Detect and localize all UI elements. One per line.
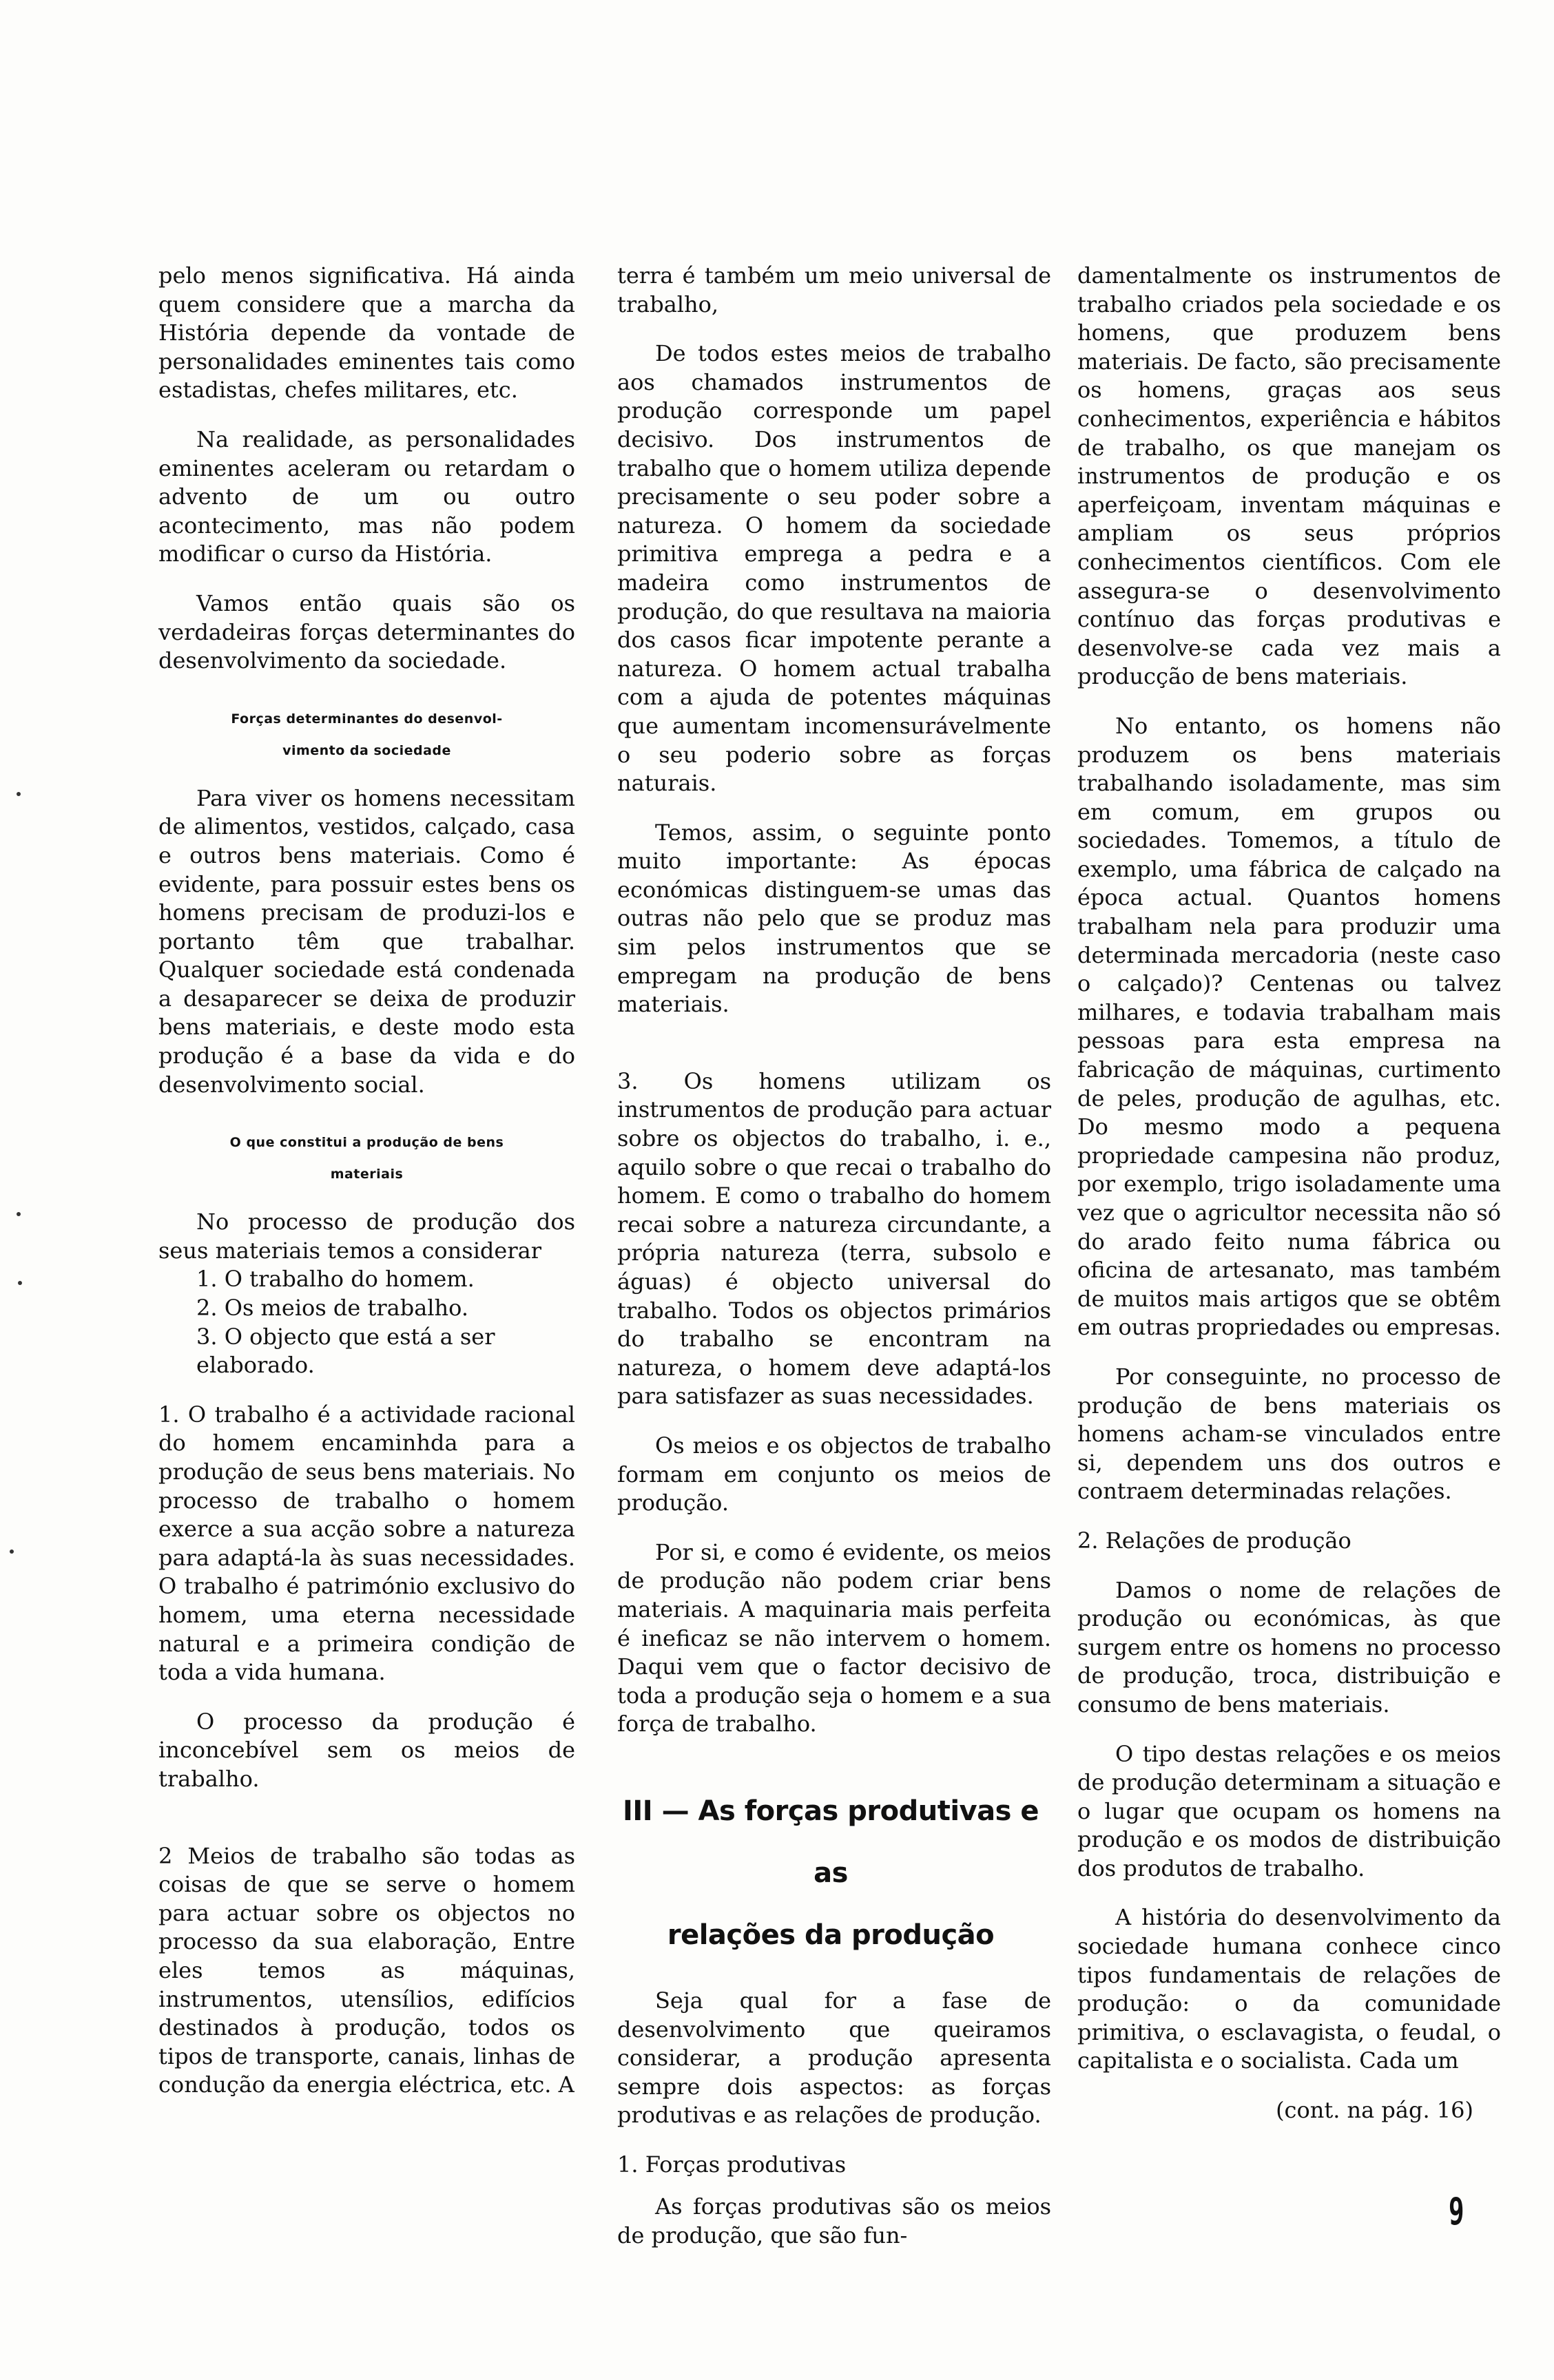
paragraph: Para viver os homens necessitam de alimentos, vestidos, calçado, casa e outros bens materiais. Como é evidente, para possuir estes bens os homens precisam de produzi-los e portanto têm que trabalhar. Qualquer sociedade está condenada a desaparecer se deixa de produzir bens materiais, e deste modo esta produção é a base da vida e do desenvolvimento social. [158,784,575,1098]
paragraph: 3. Os homens utilizam os instrumentos de produção para actuar sobre os objectos do trabalho, i. e., aquilo sobre o que recai o trabalho do homem. E como o trabalho do homem recai sobre a natureza circundante, a própria natureza (terra, subsolo e águas) é objecto universal do trabalho. Todos os objectos primários do trabalho se encontram na natureza, o homem deve adaptá-los para satisfazer as suas necessidades. [617,1067,1051,1410]
paragraph: A história do desenvolvimento da sociedade humana conhece cinco tipos fundamentais de relações de produção: o da comunidade primitiva, o esclavagista, o feudal, o capitalista e o socialista. Cada um [1077,1904,1501,2074]
margin-speck [18,1281,22,1285]
paragraph: O processo da produção é inconcebível sem os meios de trabalho. [158,1708,575,1792]
margin-speck [17,1212,21,1216]
paragraph: 2 Meios de trabalho são todas as coisas de que se serve o homem para actuar sobre os objectos no processo da sua elaboração, Entre eles temos as máquinas, instrumentos, utensílios, edifícios destinados à produção, todos os tipos de transporte, canais, linhas de condução da energia eléctrica, etc. A [158,1842,575,2098]
subsection-title: 1. Forças produtivas [617,2151,847,2178]
heading-line: O que constitui a produção de bens [229,1135,504,1151]
paragraph: damentalmente os instrumentos de trabalho criados pela sociedade e os homens, que produzem bens materiais. De facto, são precisamente os homens, graças aos seus conhecimentos, experiência e hábitos de trabalho, os que manejam os instrumentos de produção e os aperfeiçoam, inventam máquinas e ampliam os seus próprios conhecimentos científicos. Com ele assegura-se o desenvolvimento contínuo das forças produtivas e desenvolve-se cada vez mais a producção de bens materiais. [1077,262,1501,690]
column-middle [617,262,1051,2271]
continuation-note: (cont. na pág. 16) [1276,2097,1473,2124]
paragraph: pelo menos significativa. Há ainda quem considere que a marcha da História depende da vontade de personalidades eminentes tais como estadistas, chefes militares, etc. [158,262,575,404]
list-item: 1. O trabalho do homem. [196,1266,475,1293]
subsection-title: 2. Relações de produção [1077,1527,1351,1554]
paragraph: Temos, assim, o seguinte ponto muito importante: As épocas económicas distinguem-se umas das outras não pelo que se produz mas sim pelos instrumentos que se empregam na produção de bens materiais. [617,819,1051,1018]
paragraph: As forças produtivas são os meios de produção, que são fun- [617,2193,1051,2249]
heading-line: Forças determinantes do desenvol- [231,711,503,727]
paragraph: Os meios e os objectos de trabalho formam em conjunto os meios de produção. [617,1432,1051,1516]
paragraph: No entanto, os homens não produzem os bens materiais trabalhando isoladamente, mas sim em comum, em grupos ou sociedades. Tomemos, a título de exemplo, uma fábrica de calçado na época actual. Quantos homens trabalham nela para produzir uma determinada mercadoria (neste caso o calçado)? Centenas ou talvez milhares, e todavia trabalham mais pessoas para esta empresa na fabricação de máquinas, curtimento de peles, produção de agulhas, etc. Do mesmo modo a pequena propriedade campesina não produz, por exemplo, trigo isoladamente uma vez que o agricultor necessita não só do arado feito numa fábrica ou oficina de artesanato, mas também de muitos mais artigos que se obtêm em outras propriedades ou empresas. [1077,712,1501,1341]
column-right [1077,262,1501,2125]
heading-line: vimento da sociedade [282,742,451,758]
numbered-list [158,1265,575,1379]
column-left [158,262,575,2120]
chapter-heading-line: relações da produção [667,1919,995,1951]
list-item: 2. Os meios de trabalho. [196,1295,469,1322]
section-heading-producao-bens [158,1127,575,1190]
paragraph: Por conseguinte, no processo de produção de bens materiais os homens acham-se vinculados entre si, dependem uns dos outros e contraem determinadas relações. [1077,1363,1501,1505]
chapter-heading-line: III — As forças produtivas e as [623,1795,1039,1889]
heading-line: materiais [330,1167,404,1182]
paragraph: De todos estes meios de trabalho aos chamados instrumentos de produção corresponde um papel decisivo. Dos instrumentos de trabalho que o homem utiliza depende precisamente o seu poder sobre a natureza. O homem da sociedade primitiva emprega a pedra e a madeira como instrumentos de produção, do que resultava na maioria dos casos ficar impotente perante a natureza. O homem actual trabalha com a ajuda de potentes máquinas que aumentam incomensurávelmente o seu poderio sobre as forças naturais. [617,340,1051,797]
paragraph: Vamos então quais são os verdadeiras forças determinantes do desenvolvimento da sociedade. [158,589,575,674]
paragraph: Damos o nome de relações de produção ou económicas, às que surgem entre os homens no processo de produção, troca, distribuição e consumo de bens materiais. [1077,1576,1501,1718]
paragraph: Por si, e como é evidente, os meios de produção não podem criar bens materiais. A maquinaria mais perfeita é ineficaz se não intervem o homem. Daqui vem que o factor decisivo de toda a produção seja o homem e a sua força de trabalho. [617,1538,1051,1737]
chapter-heading [610,1780,1051,1966]
margin-speck [17,792,21,796]
paragraph: 1. O trabalho é a actividade racional do homem encaminhda para a produção de seus bens materiais. No processo de trabalho o homem exerce a sua acção sobre a natureza para adaptá-la às suas necessidades. O trabalho é património exclusivo do homem, uma eterna necessidade natural e a primeira condição de toda a vida humana. [158,1401,575,1686]
paragraph: Na realidade, as personalidades eminentes aceleram ou retardam o advento de um ou outro acontecimento, mas não podem modificar o curso da História. [158,426,575,567]
paragraph: terra é também um meio universal de trabalho, [617,262,1051,317]
paragraph: No processo de produção dos seus materiais temos a considerar [158,1209,575,1264]
page-number: 9 [1448,2190,1464,2233]
paragraph: Seja qual for a fase de desenvolvimento que queiramos considerar, a produção apresenta sempre dois aspectos: as forças produtivas e as relações de produção. [617,1987,1051,2129]
section-heading-forcas-determinantes [158,703,575,766]
paragraph: O tipo destas relações e os meios de produção determinam a situação e o lugar que ocupam os homens na produção e os modos de distribuição dos produtos de trabalho. [1077,1740,1501,1881]
margin-speck [10,1549,14,1554]
list-item: 3. O objecto que está a ser elaborado. [196,1323,495,1379]
